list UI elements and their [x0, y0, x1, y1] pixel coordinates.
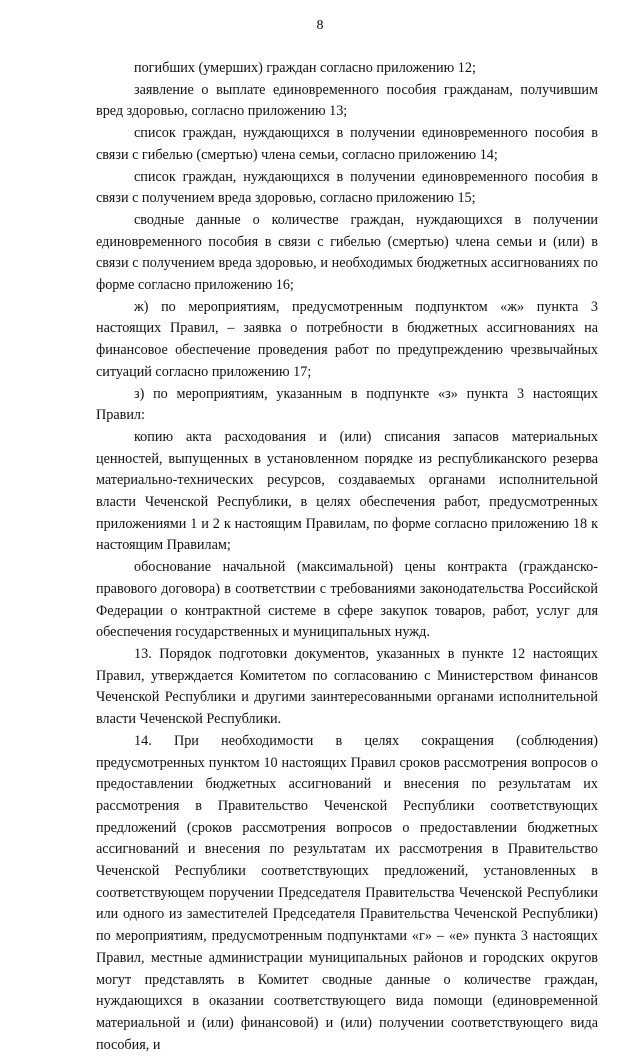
paragraph: список граждан, нуждающихся в получении единовременного пособия в связи с гибелью (смертью) члена семьи, согласно приложению 14; [96, 125, 598, 163]
page-number: 8 [316, 18, 324, 33]
paragraph: обоснование начальной (максимальной) цены контракта (гражданско-правового договора) в соответствии с требованиями законодательства Российской Федерации о контрактной системе в сфере закупок товаров, работ, услуг для обеспечения государственных и муниципальных нужд. [96, 559, 598, 641]
paragraph: ж) по мероприятиям, предусмотренным подпунктом «ж» пункта 3 настоящих Правил, – заявка о потребности в бюджетных ассигнованиях на финансовое обеспечение проведения работ по предупреждению чрезвычайных ситуаций согласно приложению 17; [96, 298, 598, 380]
paragraph: з) по мероприятиям, указанным в подпункте «з» пункта 3 настоящих Правил: [96, 385, 598, 424]
paragraph: погибших (умерших) граждан согласно приложению 12; [134, 60, 476, 76]
paragraph: 13. Порядок подготовки документов, указанных в пункте 12 настоящих Правил, утверждается Комитетом по согласованию с Министерством финансов Чеченской Республики и другими заинтересованными органами исполнительной власти Чеченской Республики. [96, 645, 598, 728]
paragraph: список граждан, нуждающихся в получении единовременного пособия в связи с получением вреда здоровью, согласно приложению 15; [96, 168, 598, 207]
paragraph: 14. При необходимости в целях сокращения (соблюдения) предусмотренных пунктом 10 настоящих Правил сроков рассмотрения вопросов о предоставлении бюджетных ассигнований и внесения по результатам их рассмотрения в Правительство Чеченской Республики соответствующих предложений (сроков рассмотрения вопросов о предоставлении бюджетных ассигнований и внесения по результатам их рассмотрения в Правительство Чеченской Республики соответствующих предложений, установленных в соответствующем поручении Председателя Правительства Чеченской Республики или одного из заместителей Председателя Правительства Чеченской Республики) по мероприятиям, предусмотренным подпунктами «г» – «е» пункта 3 настоящих Правил, местные администрации муниципальных районов и городских округов могут представлять в Комитет сводные данные о количестве граждан, нуждающихся в оказании соответствующего вида помощи (единовременной материальной и (или) финансовой) и (или) получении соответствующего вида пособия, и [96, 732, 598, 1053]
paragraph: сводные данные о количестве граждан, нуждающихся в получении единовременного пособия в связи с гибелью (смертью) члена семьи и (или) в связи с получением вреда здоровью, и необходимых бюджетных ассигнованиях по форме согласно приложению 16; [96, 211, 598, 294]
paragraph: заявление о выплате единовременного пособия гражданам, получившим вред здоровью, согласно приложению 13; [96, 81, 598, 120]
paragraph: копию акта расходования и (или) списания запасов материальных ценностей, выпущенных в установленном порядке из республиканского резерва материально-технических ресурсов, создаваемых органами исполнительной власти Чеченской Республики, в целях обеспечения работ, предусмотренных приложениями 1 и 2 к настоящим Правилам, по форме согласно приложению 18 к настоящим Правилам; [96, 428, 598, 554]
document-body [96, 58, 598, 1056]
